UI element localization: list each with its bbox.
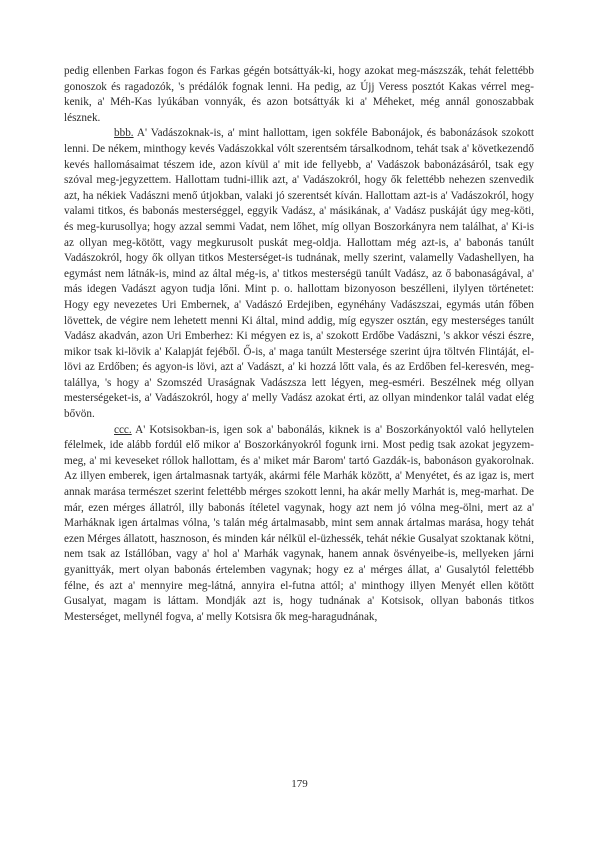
paragraph-2: [64, 126, 534, 422]
paragraph-3-text: A' Kotsisokban-is, igen sok a' babonálás, kiknek is a' Boszorkányoktól való hellytelen félelmek, ide alább fordúl elő mikor a' Boszorkányokról fogunk irni. Most pedig tsak azokat jegyzem-meg, a' mi keveseket róllok hallottam, és a' miket már Barom' tartó Gazdák-is, babonáson gyakorolnak. Az illyen emberek, igen ártalmasnak tartyák, akármi féle Marhák között, a' Menyétet, és az igaz is, mert annak marása természet szerint felettébb mérges szokott lenni, ha akár melly Marhát is, meg-marhat. De már, ezen mérges állatról, illy babonás ítéletel vagynak, hogy azt nem jó vólna meg-ölni, mert az a' Marháknak igen ártalmas vólna, 's talán még ártalmasabb, mint sem annak ártalmas marása, hogy tehát ezen Mérges állatott, hasznoson, és minden kár nélkül el-üzhessék, tehát nékie Gusalyat szoktanak kötni, nem tsak az Istállóban, vagy a' hol a' Marhák vagynak, hanem annak ösvényeibe-is, mellyeken járni gyanittyák, mert olyan babonás értelemben vagynak; hogy ez a' mérges állat, a' Gusalytól felettébb félne, és azt a' mennyire meg-látná, annyira el-futna attól; a' minthogy illyen Menyét ellen kötött Gusalyat, magam is láttam. Mondják azt is, hogy tudnának a' Kotsisok, ollyan babonás titkos Mesterséget, mellynél fogva, a' melly Kotsisra ők meg-haragudnának,: [64, 423, 534, 623]
paragraph-1: [64, 64, 534, 126]
paragraph-1-text: pedig ellenben Farkas fogon és Farkas gégén botsáttyák-ki, hogy azokat meg-mászszák, tehát felettébb gonoszok és ragadozók, 's prédálók fognak lenni. Ha pedig, az Újj Veress posztót Kakas vérrel meg-kenik, a' Méh-Kas lyúkában vonnyák, és azon botsáttyák ki a' Méheket, még annál gonoszabbak lésznek.: [64, 65, 534, 124]
section-marker-bbb: bbb.: [114, 127, 134, 140]
section-marker-ccc: ccc.: [114, 423, 132, 436]
paragraph-3: [64, 423, 534, 626]
page-number: 179: [291, 778, 308, 790]
page-body: [64, 64, 534, 625]
paragraph-2-text: A' Vadászoknak-is, a' mint hallottam, igen sokféle Babonájok, és babonázások szokott lenni. De nékem, minthogy kevés Vadászokkal vólt szerentsém társalkodnom, tehát tsak a' következendő kevés hallomásaimat tészem ide, azon kívül a' mit ide fellyebb, a' Vadászok babonázásáról, tsak egy szóval meg-jegyzettem. Hallottam tudni-illik azt, a' Vadászokról, hogy ők felettébb nehezen szenvedik azt, ha nékiek Vadászni menő útjokban, valaki jó szerentsét kíván. Hallottam azt-is a' Vadászokról, hogy valami titkos, és babonás mesterséggel, eggyik Vadász, a' másikának, a' Vadász puskáját úgy meg-köti, és meg-kurusollya; hogy azzal semmi Vadat, nem lőhet, míg ollyan Boszorkányra nem találhat, a' Ki-is az ollyan meg-kötött, vagy megkurusolt puskát meg-oldja. Hallottam még azt-is, a' babonás tanúlt Vadászokról, hogy ők ollyan titkos Mesterséget-is tudnának, melly szerint, valamelly Vadashellyen, ha egymást nem látnák-is, mind az által még-is, a' titkos mesterségü tanúlt Vadász, az ő babonaságával, a' más idegen Vadászt agyon tudja lőni. Mint p. o. hallottam bizonyoson beszélleni, ilylyen történetet: Hogy egy nevezetes Uri Embernek, a' Vadászó Erdejiben, egynéhány Vadászszai, egymás után főben lövettek, de végire nem lehetett menni Ki által, mind addig, míg egyszer osztán, egy mesterséges tanúlt Vadász akadván, azon Uri Emberhez: Ki mégyen ez is, a' szokott Erdőbe Vadászni, 's akkor vészi észre, mikor tsak ki-lövik a' Kalapját fejéből. Ő-is, a' maga tanúlt Mestersége szerint újra töltvén Flintáját, el-lövi az Erdőben; és agyon-is lövi, azt a' Vadászt, a' ki hozzá lőtt vala, és az Erdőben fel-keresvén, meg-talállya, 's hogy a' Szomszéd Uraságnak Vadászsza lett légyen, meg-esméri. Beszélnek még ollyan mesterségeket-is, a' Vadászokról, hogy a' melly Vadász azokat érti, az ollyan mindenkor talál vadat elég bővön.: [64, 127, 534, 421]
